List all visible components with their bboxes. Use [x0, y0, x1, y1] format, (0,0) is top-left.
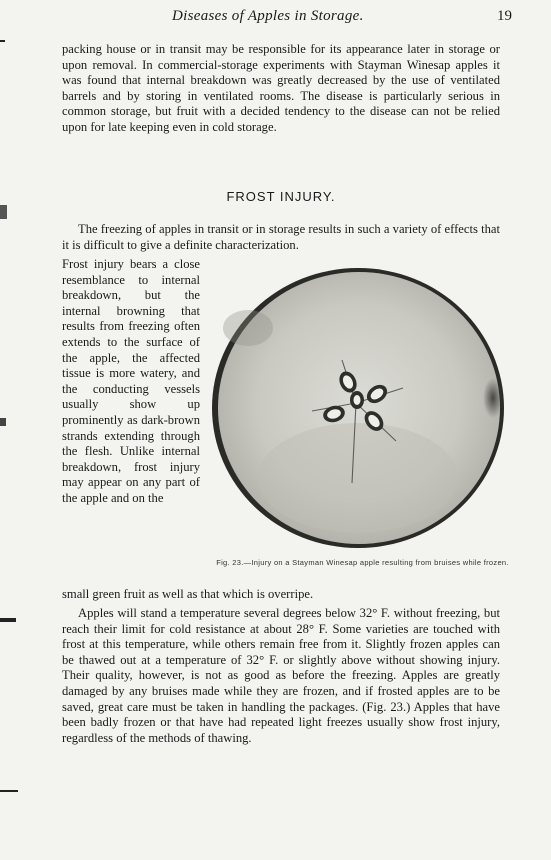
paragraph-temperature: Apples will stand a temperature several degrees below 32° F. without freezing, but reach their limit for cold resistance at about 28° F. Some varieties are touched with frost at this temperature, while others remain free from it. Slightly frozen apples can be thawed out at a temperature of 32° F. or slightly above without showing injury. Their quality, however, is not as good as before the freezing. Apples are greatly damaged by any bruises made while they are frozen, and if frosted apples are to be saved, great care must be taken in handling the packages. (Fig. 23.) Apples that have been badly frozen or that have had repeated light freezes usually show frost injury, regardless of the methods of thawing. — [62, 606, 500, 745]
page-number: 19 — [497, 8, 512, 24]
margin-mark — [0, 618, 16, 622]
margin-mark — [0, 205, 7, 219]
figure-caption: Fig. 23.—Injury on a Stayman Winesap apple resulting from bruises while frozen. — [216, 558, 509, 567]
margin-mark — [0, 40, 5, 42]
apple-cross-section-figure — [208, 268, 508, 558]
margin-mark — [0, 418, 6, 426]
running-title: Diseases of Apples in Storage. — [172, 8, 364, 24]
running-header — [62, 8, 512, 30]
section-heading: FROST INJURY. — [226, 189, 336, 204]
apple-cross-section-illustration — [208, 268, 508, 558]
paragraph-frost-intro: The freezing of apples in transit or in storage results in such a variety of effects that it is difficult to give a definite characterization. — [62, 222, 500, 252]
paragraph-breakdown-continuation: packing house or in transit may be responsible for its appearance later in storage or upon removal. In commercial-storage experiments with Stayman Winesap apples it was found that internal breakdown was greatly decreased by the use of ventilated barrels and by storing in ventilated rooms. The disease is particularly serious in common storage, but fruit with a decided tendency to the disease can not be relied upon for late keeping even in cold storage. — [62, 42, 500, 134]
margin-mark — [0, 790, 18, 792]
paragraph-frost-tail: small green fruit as well as that which is overripe. — [62, 587, 314, 601]
paragraph-frost-side: Frost injury bears a close resemblance to internal breakdown, but the internal browning that results from freezing often extends to the surface of the apple, the affected tissue is more watery, and the conducting vessels usually show up prominently as dark-brown strands extending through the flesh. Unlike internal breakdown, frost injury may appear on any part of the apple and on the — [62, 257, 200, 505]
